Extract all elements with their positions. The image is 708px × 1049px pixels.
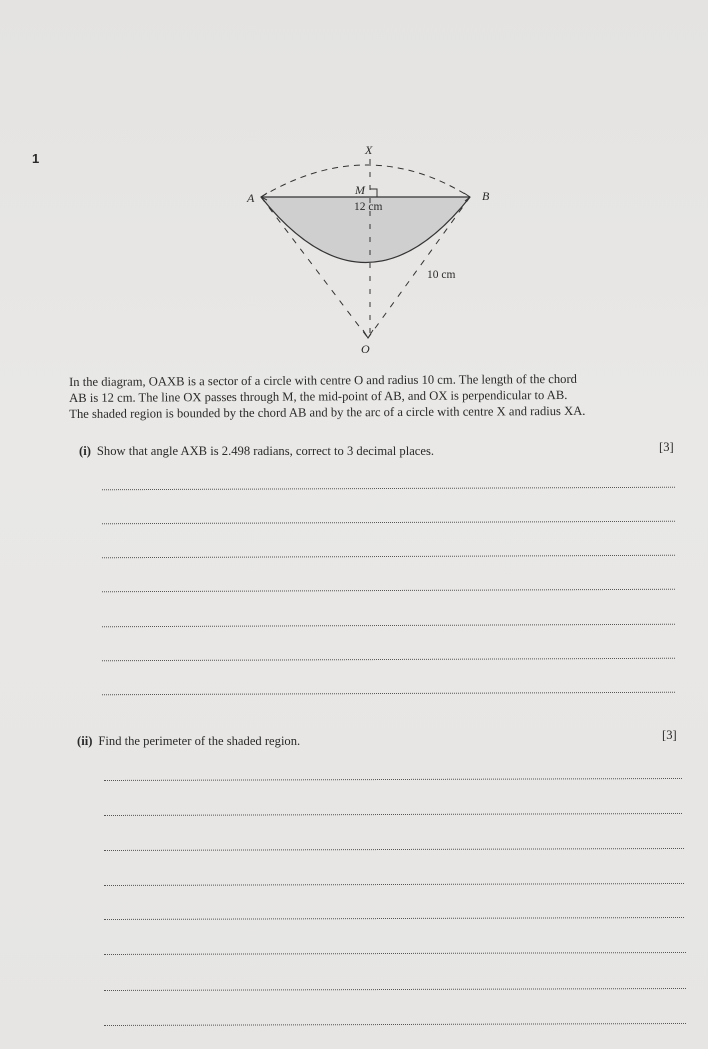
answer-line[interactable]: [104, 813, 682, 816]
part-i-text: Show that angle AXB is 2.498 radians, correct to 3 decimal places.: [96, 444, 435, 458]
label-m: M: [355, 183, 365, 197]
label-o: O: [361, 342, 370, 356]
answer-line[interactable]: [102, 521, 675, 525]
answer-line[interactable]: [102, 658, 675, 662]
intro-line-2: AB is 12 cm. The line OX passes through M, the mid-point of AB, and OX is perpendicular to AB.: [69, 387, 568, 405]
part-ii-marks: [3]: [662, 728, 677, 742]
part-i-number: (i): [79, 444, 91, 458]
answer-line[interactable]: [102, 589, 675, 593]
answer-line[interactable]: [104, 883, 684, 886]
intro-line-1: In the diagram, OAXB is a sector of a circle with centre O and radius 10 cm. The length of the chord: [69, 371, 577, 389]
part-ii-question: [77, 734, 300, 749]
part-i-question: [79, 444, 434, 459]
part-ii-text: Find the perimeter of the shaded region.: [98, 734, 301, 748]
answer-line[interactable]: [102, 555, 675, 559]
answer-line[interactable]: [104, 848, 684, 851]
label-radius-length: 10 cm: [427, 269, 456, 281]
label-x: X: [365, 143, 373, 157]
answer-line[interactable]: [104, 917, 684, 920]
question-number: 1: [32, 151, 40, 166]
answer-line[interactable]: [104, 952, 686, 955]
answer-line[interactable]: [104, 988, 686, 991]
answer-line[interactable]: [102, 692, 675, 696]
intro-line-3: The shaded region is bounded by the chord AB and by the arc of a circle with centre X and radius XA.: [69, 403, 586, 421]
right-angle-mark: [370, 189, 377, 197]
answer-line[interactable]: [102, 487, 675, 491]
sector-diagram: [220, 138, 520, 370]
answer-line[interactable]: [102, 624, 675, 628]
answer-line[interactable]: [104, 1023, 686, 1026]
label-b: B: [482, 189, 490, 203]
sector-arc: [261, 165, 470, 197]
part-i-marks: [3]: [659, 440, 674, 454]
label-a: A: [247, 191, 255, 205]
label-chord-length: 12 cm: [354, 201, 383, 213]
answer-line[interactable]: [104, 778, 682, 781]
part-ii-number: (ii): [77, 734, 93, 748]
question-intro: [69, 370, 683, 422]
